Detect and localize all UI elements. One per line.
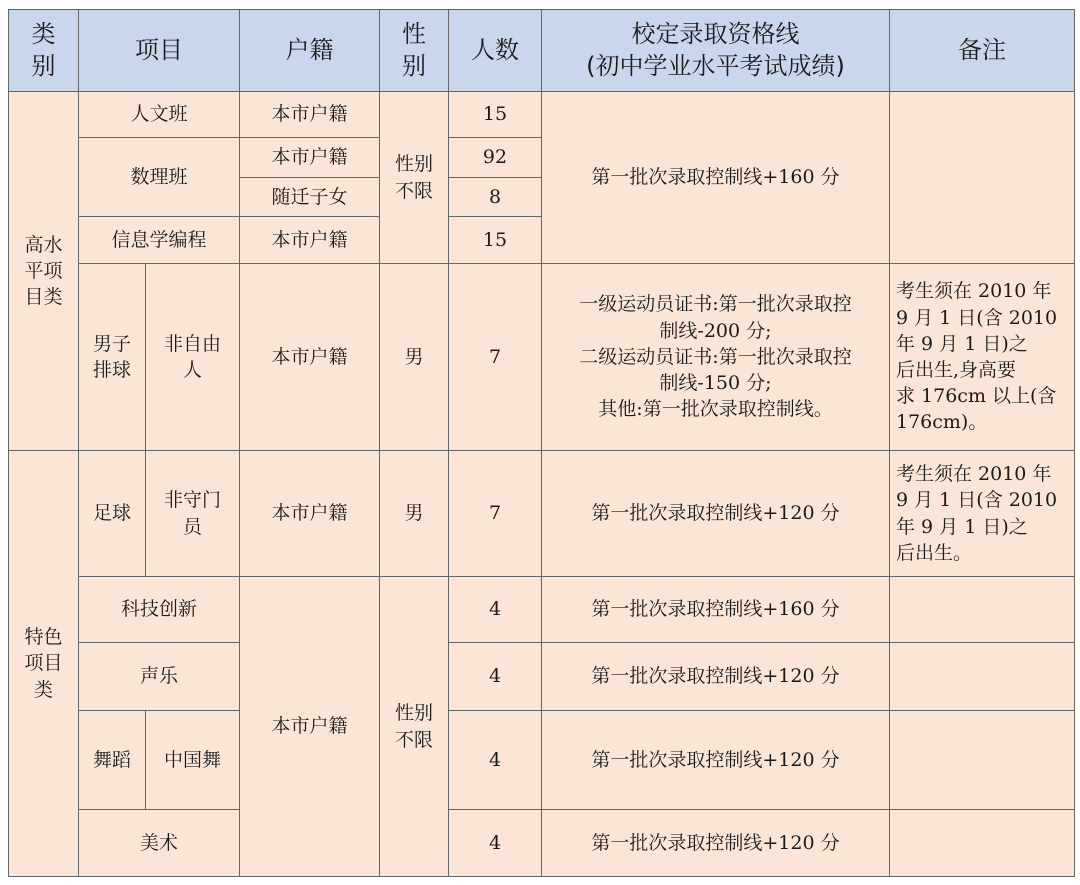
gender-group2 bbox=[380, 577, 449, 877]
remark-dance-empty bbox=[890, 711, 1075, 810]
cutoff-art: 第一批次录取控制线+120 分 bbox=[542, 810, 890, 877]
category-high-level-line2: 平项 bbox=[24, 259, 63, 282]
remark-art-empty bbox=[890, 810, 1075, 877]
remark-football bbox=[890, 451, 1075, 577]
remark-volleyball-line6: 176cm)。 bbox=[896, 411, 988, 434]
sub-football bbox=[146, 451, 240, 577]
admission-table-wrapper bbox=[8, 9, 1075, 877]
table-row bbox=[9, 810, 1075, 877]
project-art: 美术 bbox=[79, 810, 240, 877]
count-football: 7 bbox=[449, 451, 542, 577]
hukou-it: 本市户籍 bbox=[240, 217, 380, 264]
header-hukou: 户籍 bbox=[240, 10, 380, 92]
header-cutoff-line2: (初中学业水平考试成绩) bbox=[586, 51, 845, 80]
header-gender-line1: 性 bbox=[402, 20, 426, 49]
gender-group1-line2: 不限 bbox=[394, 179, 433, 202]
header-category-line2: 别 bbox=[31, 51, 56, 80]
remark-volleyball-line4: 后出生,身高要 bbox=[896, 359, 1017, 381]
category-high-level bbox=[9, 92, 79, 451]
header-remark: 备注 bbox=[890, 10, 1075, 92]
remark-volleyball-line5: 求 176cm 以上(含 bbox=[896, 385, 1057, 408]
remark-group1-empty bbox=[890, 92, 1075, 264]
count-art: 4 bbox=[449, 810, 542, 877]
count-tech: 4 bbox=[449, 577, 542, 643]
header-project: 项目 bbox=[79, 10, 240, 92]
cutoff-football: 第一批次录取控制线+120 分 bbox=[542, 451, 890, 577]
category-high-level-line3: 目类 bbox=[24, 286, 63, 309]
category-high-level-line1: 高水 bbox=[24, 233, 63, 256]
header-gender-line2: 别 bbox=[402, 51, 426, 80]
gender-volleyball: 男 bbox=[380, 264, 449, 451]
gender-football: 男 bbox=[380, 451, 449, 577]
category-special bbox=[9, 451, 79, 877]
table-row bbox=[9, 577, 1075, 643]
hukou-math-local: 本市户籍 bbox=[240, 138, 380, 178]
cutoff-volleyball bbox=[542, 264, 890, 451]
header-category-line1: 类 bbox=[31, 20, 56, 49]
gender-group1 bbox=[380, 92, 449, 264]
hukou-volleyball: 本市户籍 bbox=[240, 264, 380, 451]
project-dance: 舞蹈 bbox=[79, 711, 146, 810]
cutoff-vocal: 第一批次录取控制线+120 分 bbox=[542, 643, 890, 711]
sub-dance: 中国舞 bbox=[146, 711, 240, 810]
count-math-local: 92 bbox=[449, 138, 542, 178]
cutoff-volleyball-line1: 一级运动员证书:第一批次录取控 bbox=[579, 293, 852, 316]
project-tech: 科技创新 bbox=[79, 577, 240, 643]
project-football: 足球 bbox=[79, 451, 146, 577]
header-cutoff-line1: 校定录取资格线 bbox=[631, 20, 800, 49]
project-vocal: 声乐 bbox=[79, 643, 240, 711]
sub-volleyball-line1: 非自由 bbox=[163, 332, 221, 355]
count-humanities: 15 bbox=[449, 92, 542, 138]
count-math-migrant: 8 bbox=[449, 178, 542, 217]
count-volleyball: 7 bbox=[449, 264, 542, 451]
gender-group2-line1: 性别 bbox=[394, 702, 433, 725]
gender-group2-line2: 不限 bbox=[394, 728, 433, 751]
remark-football-line3: 年 9 月 1 日)之 bbox=[896, 515, 1028, 538]
table-row bbox=[9, 264, 1075, 451]
sub-football-line2: 员 bbox=[182, 515, 202, 538]
cutoff-tech: 第一批次录取控制线+160 分 bbox=[542, 577, 890, 643]
header-count: 人数 bbox=[449, 10, 542, 92]
header-category bbox=[9, 10, 79, 92]
cutoff-volleyball-line5: 其他:第一批次录取控制线。 bbox=[598, 398, 833, 421]
project-volleyball bbox=[79, 264, 146, 451]
project-volleyball-line2: 排球 bbox=[92, 359, 131, 381]
project-humanities: 人文班 bbox=[79, 92, 240, 138]
project-it: 信息学编程 bbox=[79, 217, 240, 264]
admission-table bbox=[8, 9, 1075, 877]
count-vocal: 4 bbox=[449, 643, 542, 711]
sub-volleyball bbox=[146, 264, 240, 451]
remark-football-line2: 9 月 1 日(含 2010 bbox=[896, 489, 1058, 512]
cutoff-dance: 第一批次录取控制线+120 分 bbox=[542, 711, 890, 810]
remark-tech-empty bbox=[890, 577, 1075, 643]
cutoff-volleyball-line4: 制线-150 分; bbox=[659, 372, 772, 395]
category-special-line1: 特色 bbox=[24, 626, 63, 649]
category-special-line3: 类 bbox=[33, 678, 53, 701]
count-dance: 4 bbox=[449, 711, 542, 810]
category-special-line2: 项目 bbox=[24, 652, 63, 675]
gender-group1-line1: 性别 bbox=[394, 153, 433, 176]
remark-volleyball-line2: 9 月 1 日(含 2010 bbox=[896, 306, 1058, 329]
remark-volleyball-line1: 考生须在 2010 年 bbox=[896, 280, 1052, 303]
remark-football-line1: 考生须在 2010 年 bbox=[896, 463, 1052, 486]
cutoff-volleyball-line3: 二级运动员证书:第一批次录取控 bbox=[579, 345, 852, 368]
cutoff-group1: 第一批次录取控制线+160 分 bbox=[542, 92, 890, 264]
sub-football-line1: 非守门 bbox=[163, 489, 221, 512]
remark-volleyball bbox=[890, 264, 1075, 451]
hukou-group2: 本市户籍 bbox=[240, 577, 380, 877]
hukou-math-migrant: 随迁子女 bbox=[240, 178, 380, 217]
table-row bbox=[9, 92, 1075, 138]
sub-volleyball-line2: 人 bbox=[182, 359, 202, 381]
remark-volleyball-line3: 年 9 月 1 日)之 bbox=[896, 332, 1028, 355]
project-math: 数理班 bbox=[79, 138, 240, 217]
table-row bbox=[9, 643, 1075, 711]
table-row bbox=[9, 451, 1075, 577]
header-gender bbox=[380, 10, 449, 92]
hukou-football: 本市户籍 bbox=[240, 451, 380, 577]
cutoff-volleyball-line2: 制线-200 分; bbox=[659, 319, 772, 342]
hukou-humanities: 本市户籍 bbox=[240, 92, 380, 138]
header-cutoff bbox=[542, 10, 890, 92]
header-row bbox=[9, 10, 1075, 92]
table-row bbox=[9, 711, 1075, 810]
remark-football-line4: 后出生。 bbox=[896, 541, 973, 564]
count-it: 15 bbox=[449, 217, 542, 264]
remark-vocal-empty bbox=[890, 643, 1075, 711]
project-volleyball-line1: 男子 bbox=[92, 332, 131, 355]
